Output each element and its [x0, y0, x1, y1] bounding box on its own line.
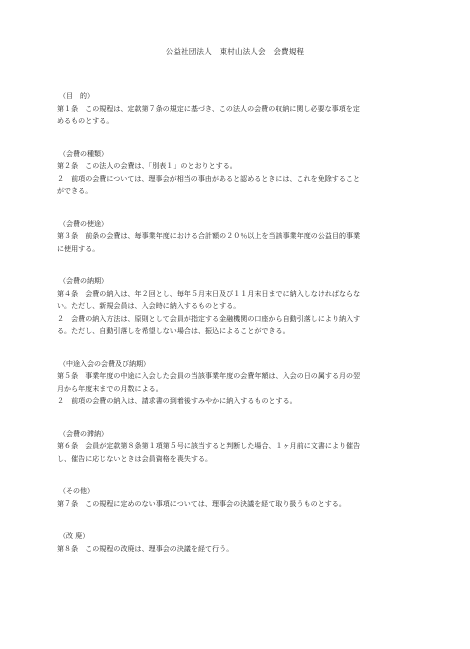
paragraph-line: ２ 前項の会費の納入は、請求書の到着後すみやかに納入するものとする。 [57, 397, 297, 405]
document-title: 公益社団法人 東村山法人会 会費規程 [165, 47, 305, 56]
paragraph-line: 第２条 この法人の会費は、「別表１」のとおりとする。 [57, 162, 237, 170]
article-heading: （会費の納期） [59, 277, 108, 285]
article-section [57, 218, 429, 256]
paragraph-line: い。ただし、新規会員は、入会時に納入するものとする。 [57, 302, 241, 310]
paragraph-line: 第６条 会員が定款第８条第１項第５号に該当すると判断した場合、１ヶ月前に文書により催告 [57, 442, 361, 450]
article-heading: （中途入会の会費及び納期） [59, 359, 150, 368]
article-heading: （その他） [59, 487, 94, 495]
article-section [57, 358, 429, 408]
article-paragraph [57, 498, 429, 511]
paragraph-line: 第１条 この規程は、定款第７条の規定に基づき、この法人の会費の収納に関し必要な事項を定 [57, 104, 360, 113]
paragraph-line: 第３条 前条の会費は、毎事業年度における合計額の２０％以上を当該事業年度の公益目的事業 [57, 232, 361, 240]
article-section [57, 148, 429, 198]
paragraph-line: る。ただし、自動引落しを希望しない場合は、振込によることができる。 [57, 327, 290, 335]
article-section [57, 485, 429, 510]
paragraph-line: 第４条 会費の納入は、年２回とし、毎年５月末日及び１１月末日までに納入しなければならな [57, 289, 361, 298]
paragraph-line: 第７条 この規程に定めのない事項については、理事会の決議を経て取り扱うものとする。 [57, 499, 346, 508]
article-heading: （会費の使途） [59, 219, 108, 228]
article-heading: （会費の滞納） [59, 429, 108, 438]
paragraph-line: ２ 前項の会費については、理事会が相当の事由があると認めるときには、これを免除すること [57, 174, 361, 183]
article-heading: （会費の種類） [59, 149, 108, 158]
article-paragraph [57, 543, 429, 556]
article-section [57, 530, 429, 555]
article-heading: （改 廃） [59, 532, 90, 540]
article-paragraph [57, 230, 429, 255]
article-paragraph [57, 160, 429, 173]
paragraph-line: 第８条 この規程の改廃は、理事会の決議を経て行う。 [57, 544, 234, 553]
paragraph-line: し、催告に応じないときは会員資格を喪失する。 [57, 454, 213, 463]
paragraph-line: めるものとする。 [57, 117, 114, 125]
article-paragraph [57, 173, 429, 198]
article-paragraph [57, 288, 429, 313]
article-heading: （目 的） [59, 92, 94, 100]
document-body [57, 90, 429, 555]
article-paragraph [57, 395, 429, 408]
article-section [57, 428, 429, 466]
article-paragraph [57, 440, 429, 465]
article-paragraph [57, 103, 429, 128]
paragraph-line: 第５条 事業年度の中途に入会した会員の当該事業年度の会費年額は、入会の日の属する月の翌 [57, 372, 361, 380]
paragraph-line: に使用する。 [57, 244, 100, 253]
article-paragraph [57, 370, 429, 395]
article-section [57, 275, 429, 338]
paragraph-line: 月から年度末までの月数による。 [57, 384, 163, 393]
article-section [57, 90, 429, 128]
article-paragraph [57, 313, 429, 338]
paragraph-line: ２ 会費の納入方法は、原則として会員が指定する金融機関の口座から自動引落しにより納入す [57, 314, 361, 323]
paragraph-line: ができる。 [57, 187, 93, 195]
